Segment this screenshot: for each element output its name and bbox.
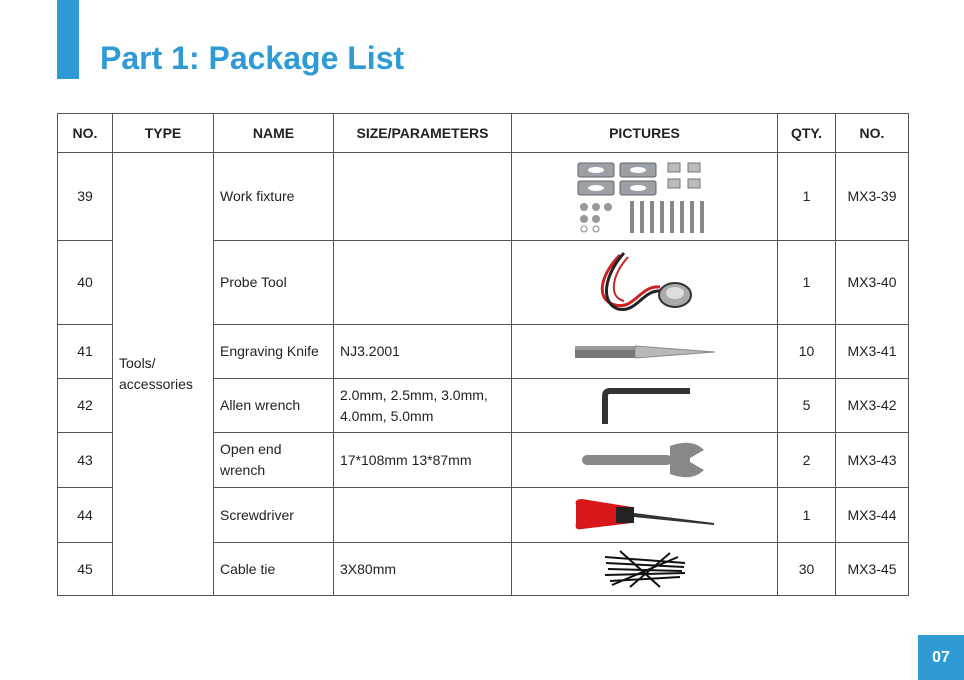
row-name: Open end wrench: [214, 433, 334, 488]
row-no: 43: [58, 433, 113, 488]
work-fixture-image: [512, 153, 778, 241]
row-no: 39: [58, 153, 113, 241]
row-size: [334, 241, 512, 325]
row-qty: 2: [778, 433, 836, 488]
engraving-knife-image: [512, 325, 778, 379]
row-code: MX3-41: [836, 325, 909, 379]
row-name: Cable tie: [214, 543, 334, 596]
allen-wrench-image: [512, 379, 778, 433]
row-qty: 5: [778, 379, 836, 433]
row-name: Allen wrench: [214, 379, 334, 433]
cable-tie-image: [512, 543, 778, 596]
row-qty: 1: [778, 153, 836, 241]
header-code: NO.: [836, 114, 909, 153]
open-end-wrench-image: [512, 433, 778, 488]
row-code: MX3-44: [836, 488, 909, 543]
row-qty: 30: [778, 543, 836, 596]
row-qty: 1: [778, 488, 836, 543]
row-size: 2.0mm, 2.5mm, 3.0mm, 4.0mm, 5.0mm: [334, 379, 512, 433]
row-size: [334, 488, 512, 543]
page-title: Part 1: Package List: [100, 40, 405, 76]
row-name: Work fixture: [214, 153, 334, 241]
row-no: 41: [58, 325, 113, 379]
screwdriver-image: [512, 488, 778, 543]
header-name: NAME: [214, 114, 334, 153]
row-size: [334, 153, 512, 241]
header-no: NO.: [58, 114, 113, 153]
probe-tool-image: [512, 241, 778, 325]
row-code: MX3-39: [836, 153, 909, 241]
page-number: 07: [918, 635, 964, 680]
header-qty: QTY.: [778, 114, 836, 153]
row-code: MX3-40: [836, 241, 909, 325]
row-code: MX3-43: [836, 433, 909, 488]
row-code: MX3-45: [836, 543, 909, 596]
row-qty: 1: [778, 241, 836, 325]
table-header-row: [58, 114, 909, 153]
row-name: Probe Tool: [214, 241, 334, 325]
title-accent-bar: [57, 0, 79, 79]
type-cell: Tools/ accessories: [113, 153, 214, 596]
row-qty: 10: [778, 325, 836, 379]
row-size: 3X80mm: [334, 543, 512, 596]
row-no: 40: [58, 241, 113, 325]
row-size: NJ3.2001: [334, 325, 512, 379]
row-name: Engraving Knife: [214, 325, 334, 379]
row-no: 42: [58, 379, 113, 433]
header-type: TYPE: [113, 114, 214, 153]
row-no: 44: [58, 488, 113, 543]
row-code: MX3-42: [836, 379, 909, 433]
table-row: [58, 153, 909, 241]
row-size: 17*108mm 13*87mm: [334, 433, 512, 488]
header-pictures: PICTURES: [512, 114, 778, 153]
header-size: SIZE/PARAMETERS: [334, 114, 512, 153]
row-no: 45: [58, 543, 113, 596]
package-list-table: [57, 113, 909, 596]
row-name: Screwdriver: [214, 488, 334, 543]
